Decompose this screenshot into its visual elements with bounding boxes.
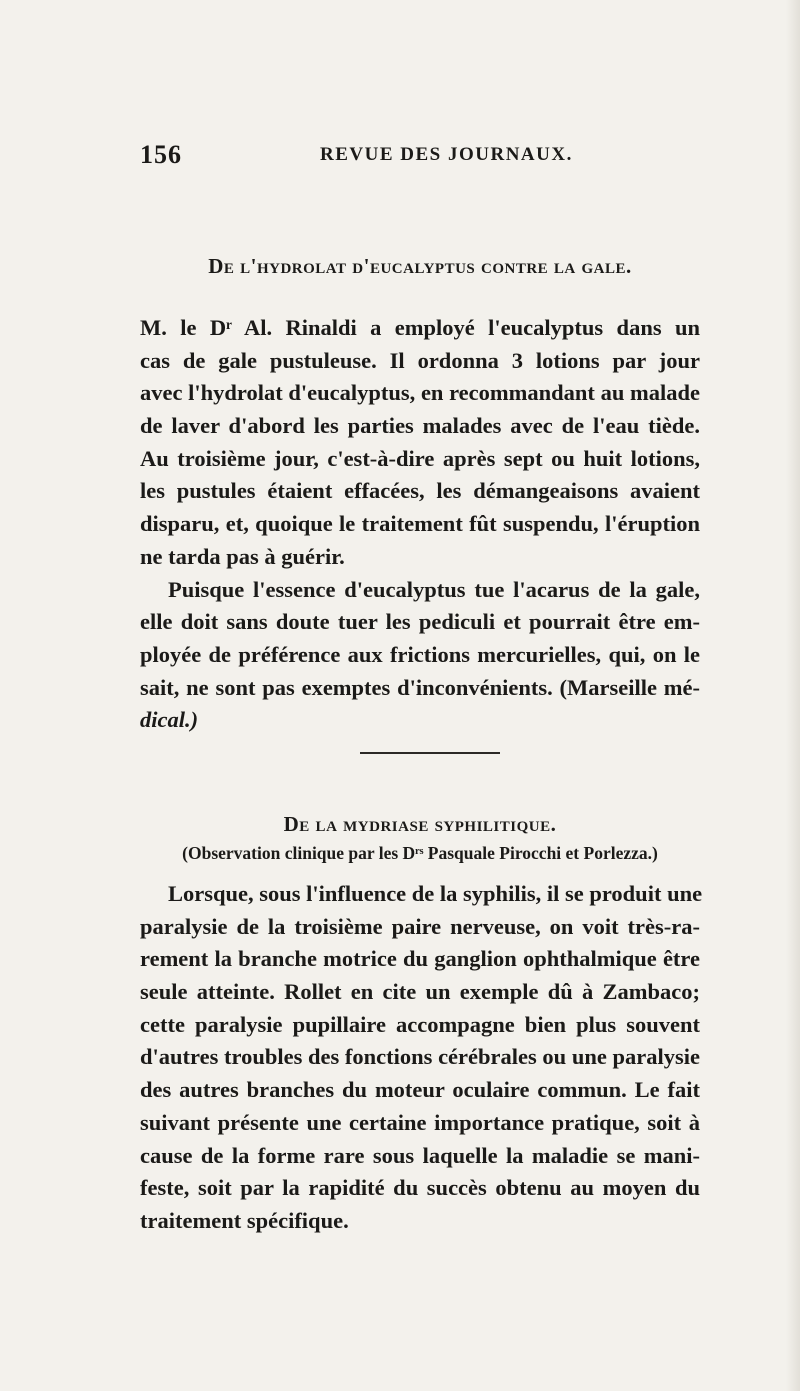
text-line: cas de gale pustuleuse. Il ordonna 3 lotions par jour — [140, 347, 700, 373]
page-header — [140, 140, 700, 172]
text-line: avec l'hydrolat d'eucalyptus, en recommandant au malade — [140, 380, 700, 406]
section-divider — [360, 752, 500, 754]
article-title-eucalyptus — [140, 254, 700, 279]
text-line: paralysie de la troisième paire nerveuse, on voit très-ra- — [140, 913, 700, 939]
text-line: dical.) — [140, 707, 199, 733]
text-line: des autres branches du moteur oculaire commun. Le fait — [140, 1077, 700, 1103]
text-line: disparu, et, quoique le traitement fût suspendu, l'éruption — [140, 511, 700, 537]
text-line: Lorsque, sous l'influence de la syphilis, il se produit une — [168, 881, 703, 906]
text-line: feste, soit par la rapidité du succès obtenu au moyen du — [140, 1175, 700, 1201]
text-line: seule atteinte. Rollet en cite un exemple dû à Zambaco; — [140, 979, 700, 1005]
text-line: Puisque l'essence d'eucalyptus tue l'acarus de la gale, — [168, 576, 700, 602]
page-edge-shadow — [786, 0, 800, 1391]
text-line: traitement spécifique. — [140, 1207, 349, 1233]
article-title-text: De l'hydrolat d'eucalyptus contre la gale. — [208, 254, 632, 278]
text-line: M. le Dʳ Al. Rinaldi a employé l'eucalyptus dans un — [140, 315, 700, 340]
text-line: sait, ne sont pas exemptes d'inconvénients. (Marseille mé- — [140, 674, 700, 700]
text-line: Au troisième jour, c'est-à-dire après sept ou huit lotions, — [140, 445, 700, 471]
text-line: cause de la forme rare sous laquelle la maladie se mani- — [140, 1142, 700, 1168]
text-line: les pustules étaient effacées, les démangeaisons avaient — [140, 478, 700, 504]
running-head: REVUE DES JOURNAUX. — [320, 144, 573, 165]
text-line: ne tarda pas à guérir. — [140, 543, 345, 569]
text-line: elle doit sans doute tuer les pediculi et pourrait être em- — [140, 609, 700, 635]
page-number: 156 — [140, 140, 182, 169]
text-line: rement la branche motrice du ganglion ophthalmique être — [140, 946, 700, 972]
text-line: cette paralysie pupillaire accompagne bien plus souvent — [140, 1011, 700, 1037]
article-title-text: De la mydriase syphilitique. — [283, 812, 557, 836]
article-body-mydriase — [140, 878, 703, 1238]
text-line: de laver d'abord les parties malades avec de l'eau tiède. — [140, 413, 700, 439]
article-title-mydriase — [140, 812, 700, 837]
article-subtitle: (Observation clinique par les Dʳˢ Pasquale Pirocchi et Porlezza.) — [182, 843, 658, 863]
text-line: suivant présente une certaine importance pratique, soit à — [140, 1109, 700, 1135]
text-line: d'autres troubles des fonctions cérébrales ou une paralysie — [140, 1044, 700, 1070]
article-body-eucalyptus — [140, 312, 700, 737]
text-line: ployée de préférence aux frictions mercurielles, qui, on le — [140, 641, 700, 667]
